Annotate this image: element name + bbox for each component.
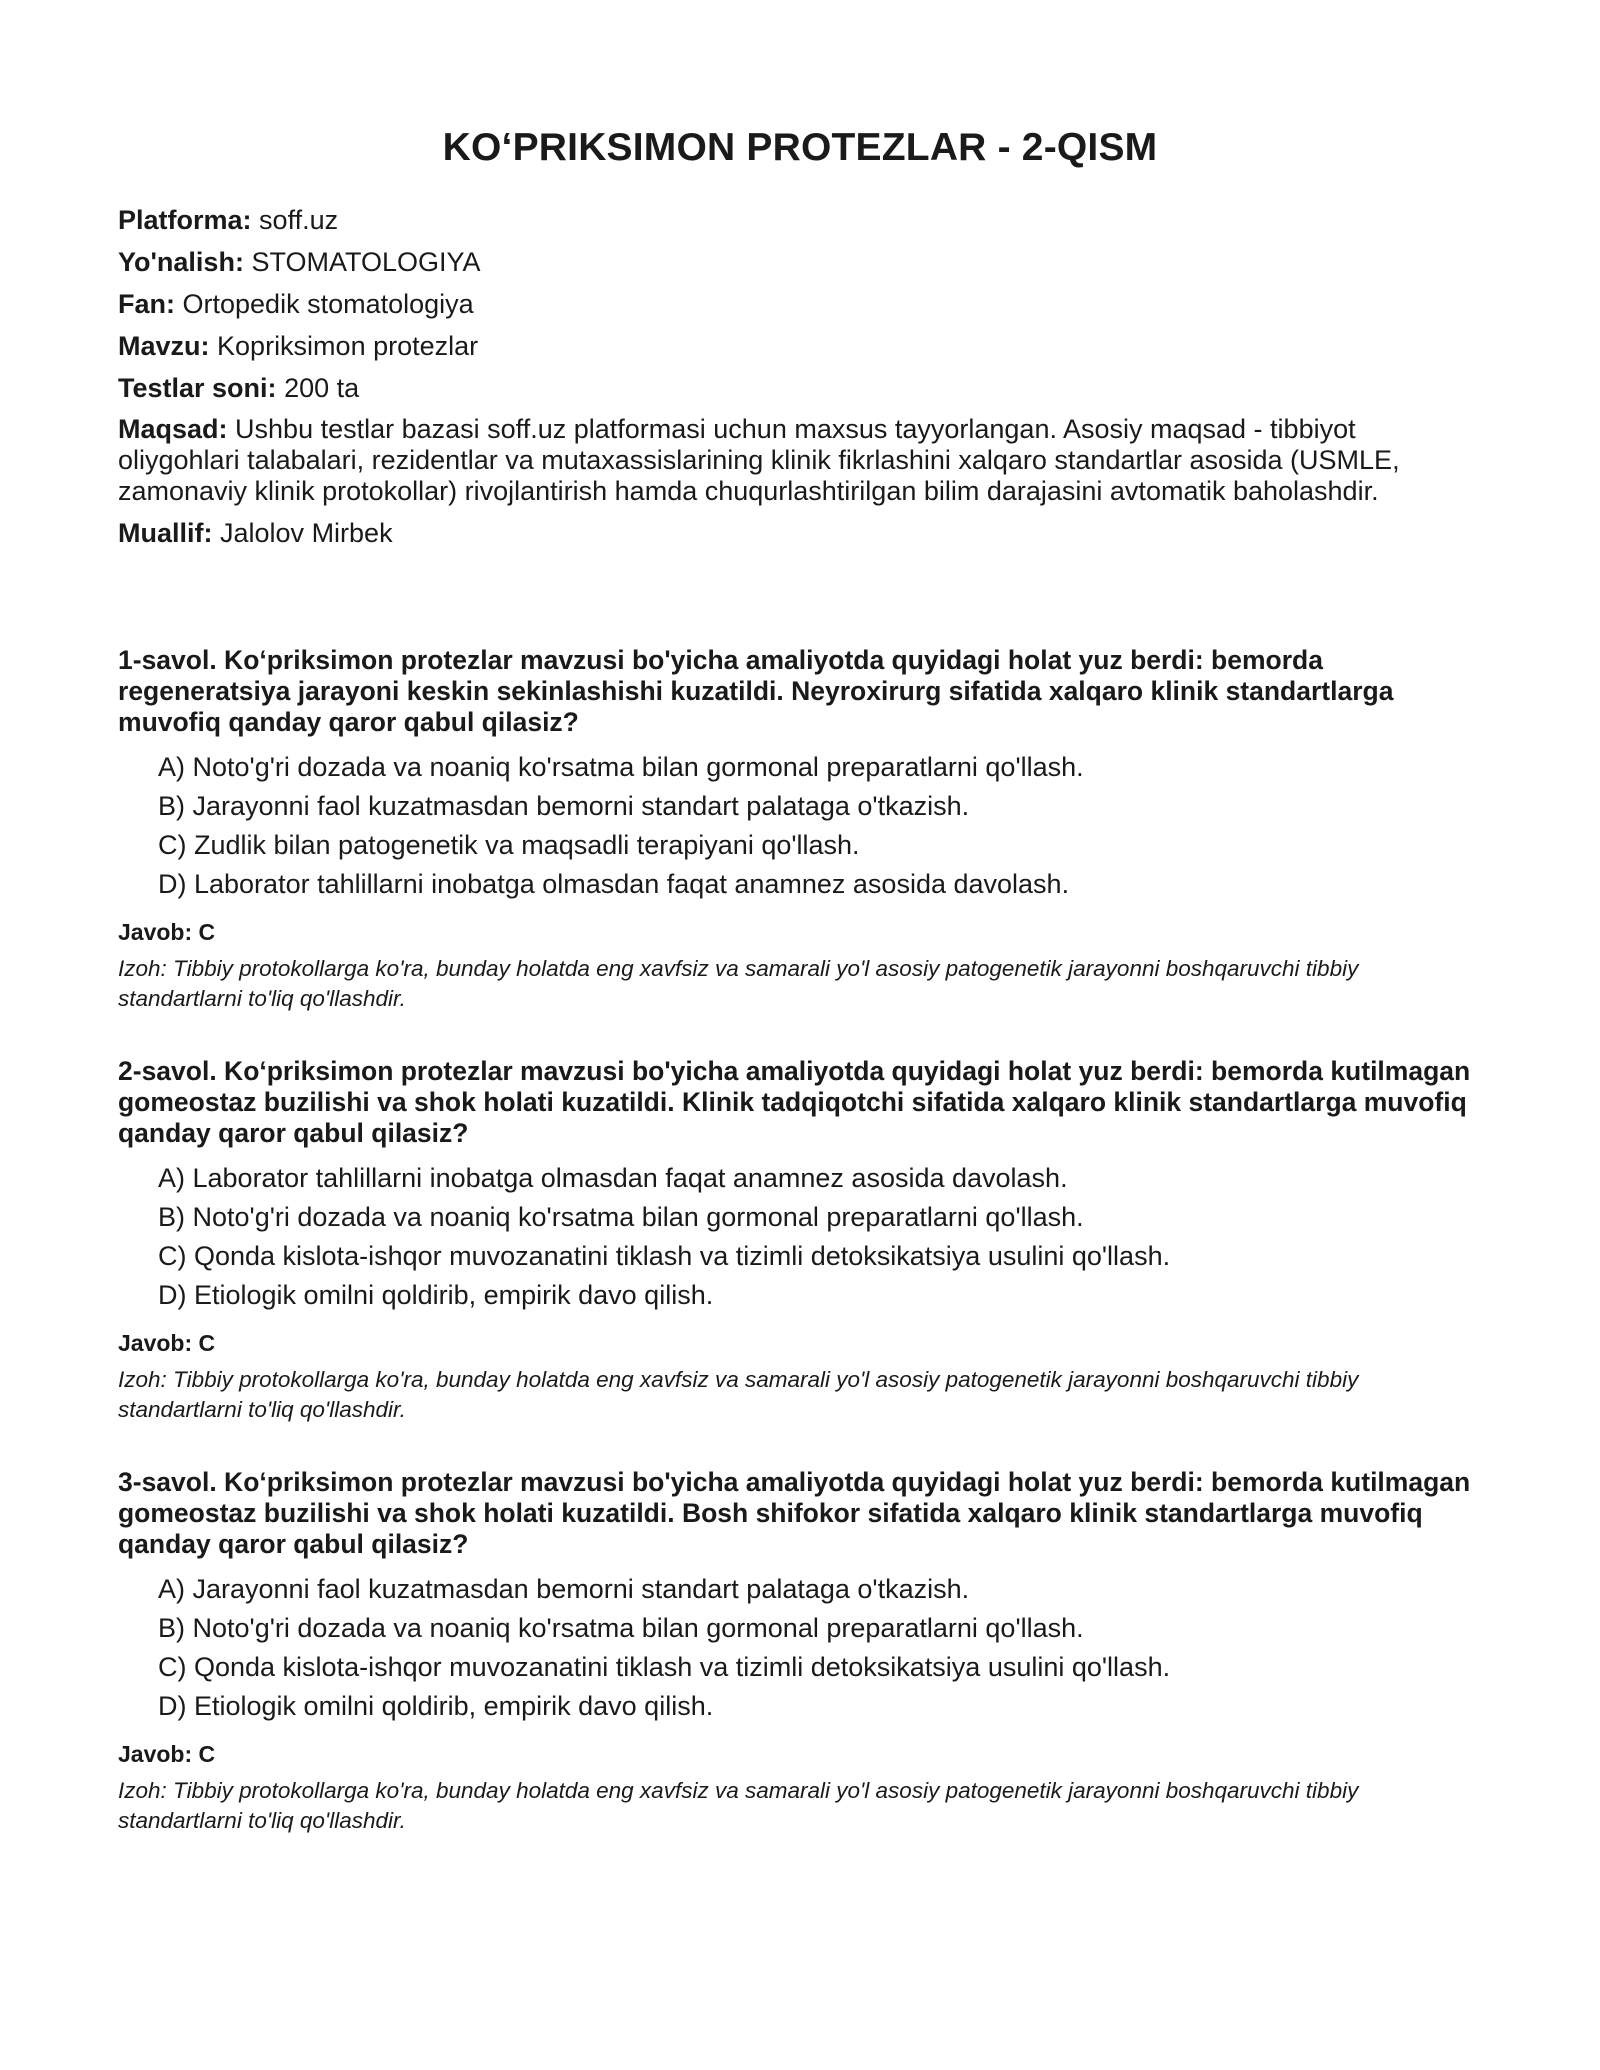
meta-count <box>118 372 1482 404</box>
meta-topic-label: Mavzu: <box>118 331 210 361</box>
meta-subject <box>118 288 1482 320</box>
answer-text: Javob: C <box>118 1741 216 1767</box>
option-d: D) Etiologik omilni qoldirib, empirik davo qilish. <box>158 1691 714 1721</box>
question-block <box>118 1056 1482 1425</box>
option-list <box>118 1159 1482 1315</box>
option-a: A) Jarayonni faol kuzatmasdan bemorni standart palataga o'tkazish. <box>158 1574 970 1604</box>
meta-goal-label: Maqsad: <box>118 414 228 444</box>
document-title: KO‘PRIKSIMON PROTEZLAR - 2-QISM <box>442 126 1158 169</box>
meta-platform-label: Platforma: <box>118 205 252 235</box>
meta-topic-value: Kopriksimon protezlar <box>217 331 479 361</box>
meta-direction-label: Yo'nalish: <box>118 247 244 277</box>
option-list <box>118 748 1482 904</box>
option-c: C) Zudlik bilan patogenetik va maqsadli terapiyani qo'llash. <box>158 830 860 860</box>
meta-subject-value: Ortopedik stomatologiya <box>182 289 474 319</box>
meta-goal-value: Ushbu testlar bazasi soff.uz platformasi uchun maxsus tayyorlangan. Asosiy maqsad - tibbiyot oliygohlari talabalari, rezidentlar va mutaxassislarining klinik fikrlashini xalqaro standartlar asosida (USMLE, zamonaviy klinik protokollar) rivojlantirish hamda chuqurlashtirilgan bilim darajasini avtomatik baholashdir. <box>118 414 1400 506</box>
question-list <box>118 645 1482 1836</box>
answer-text: Javob: C <box>118 1330 216 1356</box>
question-block <box>118 645 1482 1014</box>
meta-count-value: 200 ta <box>284 373 360 403</box>
option-a: A) Laborator tahlillarni inobatga olmasdan faqat anamnez asosida davolash. <box>158 1163 1068 1193</box>
meta-direction-value: STOMATOLOGIYA <box>251 247 481 277</box>
meta-author-value: Jalolov Mirbek <box>220 518 393 548</box>
explanation-text: Izoh: Tibbiy protokollarga ko'ra, bunday holatda eng xavfsiz va samarali yo'l asosiy patogenetik jarayonni boshqaruvchi tibbiy standartlarni to'liq qo'llashdir. <box>118 956 1359 1011</box>
question-block <box>118 1467 1482 1836</box>
question-text: 1-savol. Ko‘priksimon protezlar mavzusi bo'yicha amaliyotda quyidagi holat yuz berdi: bemorda regeneratsiya jarayoni keskin sekinlashishi kuzatildi. Neyroxirurg sifatida xalqaro klinik standartlarga muvofiq qanday qaror qabul qilasiz? <box>118 645 1394 737</box>
answer-text: Javob: C <box>118 919 216 945</box>
document-meta <box>118 204 1482 549</box>
option-b: B) Noto'g'ri dozada va noaniq ko'rsatma bilan gormonal preparatlarni qo'llash. <box>158 1202 1084 1232</box>
explanation-text: Izoh: Tibbiy protokollarga ko'ra, bunday holatda eng xavfsiz va samarali yo'l asosiy patogenetik jarayonni boshqaruvchi tibbiy standartlarni to'liq qo'llashdir. <box>118 1367 1359 1422</box>
option-a: A) Noto'g'ri dozada va noaniq ko'rsatma bilan gormonal preparatlarni qo'llash. <box>158 752 1084 782</box>
meta-author <box>118 517 1482 549</box>
option-c: C) Qonda kislota-ishqor muvozanatini tiklash va tizimli detoksikatsiya usulini qo'llash. <box>158 1241 1171 1271</box>
option-d: D) Laborator tahlillarni inobatga olmasdan faqat anamnez asosida davolash. <box>158 869 1070 899</box>
meta-platform-value: soff.uz <box>259 205 339 235</box>
meta-goal <box>118 414 1482 507</box>
option-b: B) Jarayonni faol kuzatmasdan bemorni standart palataga o'tkazish. <box>158 791 970 821</box>
option-c: C) Qonda kislota-ishqor muvozanatini tiklash va tizimli detoksikatsiya usulini qo'llash. <box>158 1652 1171 1682</box>
option-d: D) Etiologik omilni qoldirib, empirik davo qilish. <box>158 1280 714 1310</box>
meta-author-label: Muallif: <box>118 518 213 548</box>
question-text: 3-savol. Ko‘priksimon protezlar mavzusi bo'yicha amaliyotda quyidagi holat yuz berdi: bemorda kutilmagan gomeostaz buzilishi va shok holati kuzatildi. Bosh shifokor sifatida xalqaro klinik standartlarga muvofiq qanday qaror qabul qilasiz? <box>118 1467 1471 1559</box>
question-text: 2-savol. Ko‘priksimon protezlar mavzusi bo'yicha amaliyotda quyidagi holat yuz berdi: bemorda kutilmagan gomeostaz buzilishi va shok holati kuzatildi. Klinik tadqiqotchi sifatida xalqaro klinik standartlarga muvofiq qanday qaror qabul qilasiz? <box>118 1056 1471 1148</box>
meta-topic <box>118 330 1482 362</box>
option-b: B) Noto'g'ri dozada va noaniq ko'rsatma bilan gormonal preparatlarni qo'llash. <box>158 1613 1084 1643</box>
meta-count-label: Testlar soni: <box>118 373 277 403</box>
option-list <box>118 1570 1482 1726</box>
explanation-text: Izoh: Tibbiy protokollarga ko'ra, bunday holatda eng xavfsiz va samarali yo'l asosiy patogenetik jarayonni boshqaruvchi tibbiy standartlarni to'liq qo'llashdir. <box>118 1778 1359 1833</box>
meta-direction <box>118 246 1482 278</box>
meta-subject-label: Fan: <box>118 289 175 319</box>
meta-platform <box>118 204 1482 236</box>
